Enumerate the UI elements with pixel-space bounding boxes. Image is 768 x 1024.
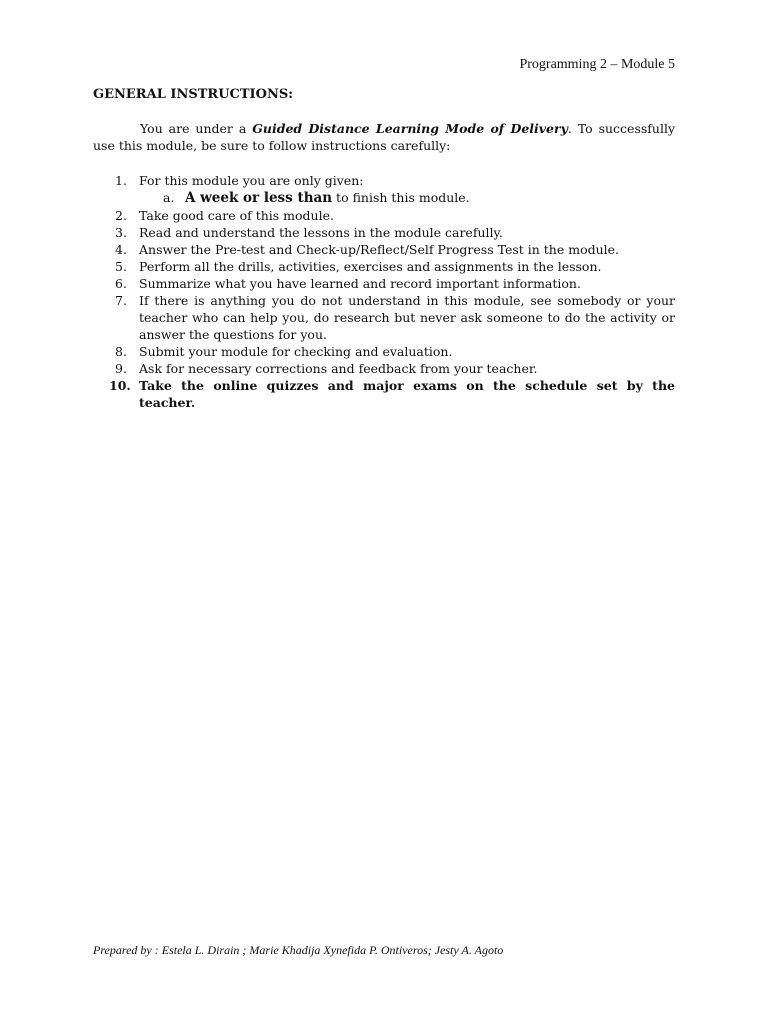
item-number: 6. <box>115 276 127 291</box>
item-text: Take good care of this module. <box>139 208 334 223</box>
item-number: 9. <box>115 361 127 376</box>
item-text: Submit your module for checking and evaluation. <box>139 344 453 359</box>
item-text: Take the online quizzes and major exams on the schedule set by the teacher. <box>139 378 675 410</box>
list-item <box>93 292 675 343</box>
intro-emphasis: Guided Distance Learning Mode of Delivery <box>252 121 568 136</box>
item-number: 3. <box>115 225 127 240</box>
list-item <box>93 241 675 258</box>
intro-paragraph <box>93 120 675 154</box>
subitem-bold: A week or less than <box>185 190 333 206</box>
subitem-letter: a. <box>163 190 175 205</box>
subitem-rest: to finish this module. <box>332 190 470 205</box>
item-text: Summarize what you have learned and record important information. <box>139 276 581 291</box>
intro-after: . To successfully use this module, be sure to follow instructions carefully: <box>93 121 676 153</box>
item-number: 7. <box>115 293 127 308</box>
instruction-list <box>93 172 675 411</box>
list-item <box>93 224 675 241</box>
item-number: 4. <box>115 242 127 257</box>
list-item <box>93 207 675 224</box>
item-text: If there is anything you do not understand in this module, see somebody or your teacher who can help you, do research but never ask someone to do the activity or answer the questions for you. <box>139 293 675 342</box>
list-subitem <box>93 189 675 207</box>
page-header: Programming 2 – Module 5 <box>519 57 675 72</box>
item-number: 10. <box>109 378 131 393</box>
intro-before: You are under a <box>140 121 253 136</box>
subitem <box>93 189 675 207</box>
item-number: 8. <box>115 344 127 359</box>
item-number: 5. <box>115 259 127 274</box>
item-number: 1. <box>115 173 127 188</box>
item-text: Perform all the drills, activities, exercises and assignments in the lesson. <box>139 259 602 274</box>
item-text: For this module you are only given: <box>139 173 364 188</box>
list-item <box>93 275 675 292</box>
list-item <box>93 343 675 360</box>
item-text: Read and understand the lessons in the module carefully. <box>139 225 503 240</box>
list-item <box>93 360 675 377</box>
list-item <box>93 258 675 275</box>
list-item <box>93 172 675 189</box>
page-footer: Prepared by : Estela L. Dirain ; Marie Khadija Xynefida P. Ontiveros; Jesty A. Agoto <box>93 943 504 957</box>
list-item <box>93 377 675 411</box>
section-heading: GENERAL INSTRUCTIONS: <box>93 87 294 102</box>
item-text: Answer the Pre-test and Check-up/Reflect/Self Progress Test in the module. <box>139 242 620 257</box>
item-number: 2. <box>115 208 127 223</box>
item-text: Ask for necessary corrections and feedback from your teacher. <box>139 361 538 376</box>
